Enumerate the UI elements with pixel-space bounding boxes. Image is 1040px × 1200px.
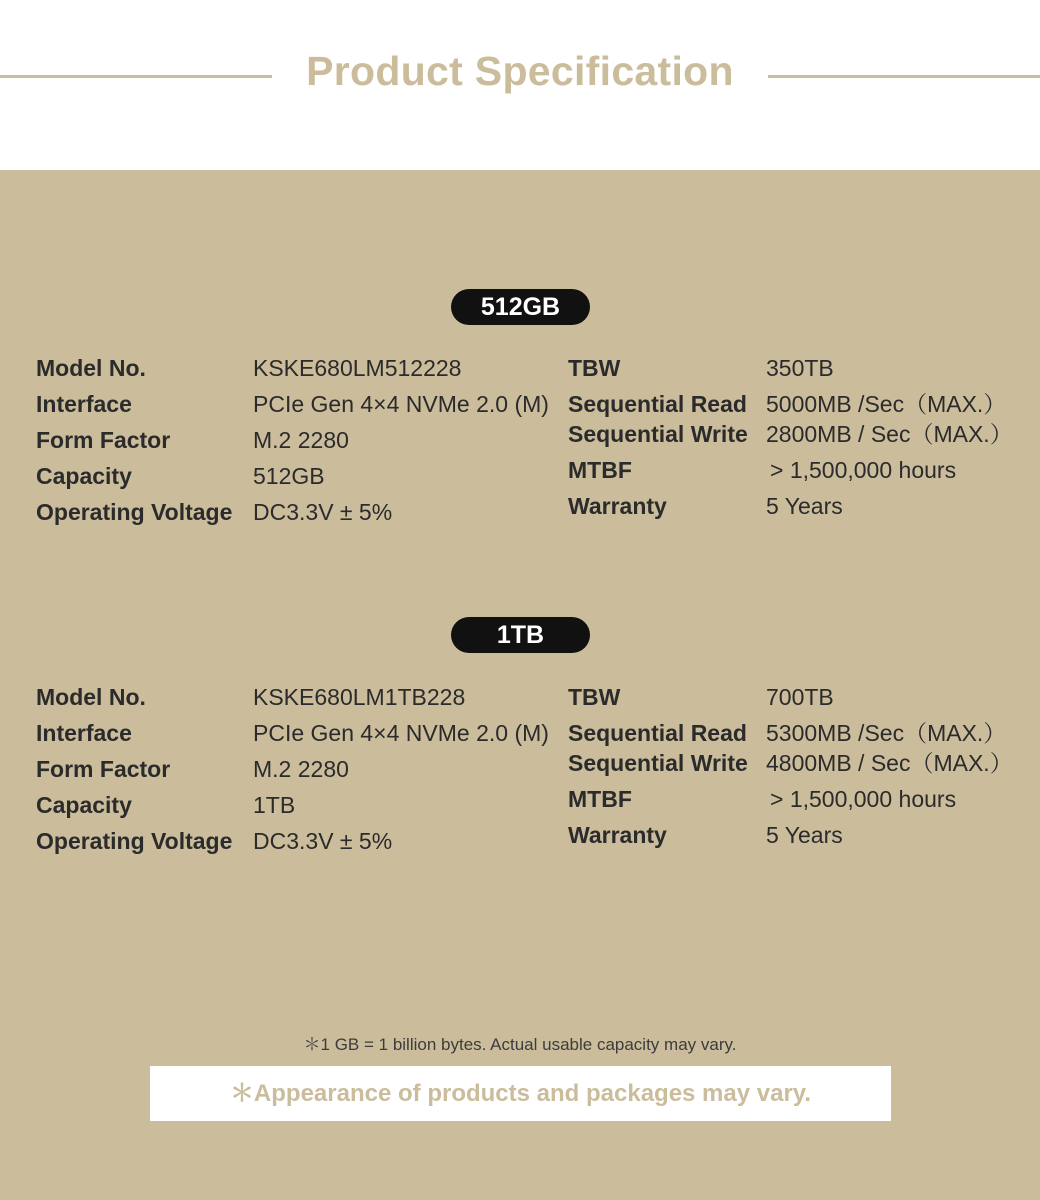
- spec-label-model-no: Model No.: [36, 684, 146, 710]
- header-right-divider: [768, 75, 1040, 78]
- appearance-disclaimer: ＊Appearance of products and packages may vary.: [150, 1066, 891, 1121]
- spec-value-warranty: 5 Years: [766, 822, 843, 848]
- spec-label-capacity: Capacity: [36, 792, 132, 818]
- spec-value-model-no: KSKE680LM512228: [253, 355, 462, 381]
- spec-value-sequential-write: 2800MB / Sec（MAX.）: [766, 421, 1013, 447]
- spec-label-warranty: Warranty: [568, 493, 667, 519]
- section-badge-1tb: 1TB: [451, 617, 590, 653]
- spec-label-interface: Interface: [36, 720, 132, 746]
- spec-value-model-no: KSKE680LM1TB228: [253, 684, 466, 710]
- spec-value-capacity: 512GB: [253, 463, 325, 489]
- spec-label-mtbf: MTBF: [568, 457, 632, 483]
- spec-label-form-factor: Form Factor: [36, 756, 171, 782]
- section-badge-512gb: 512GB: [451, 289, 590, 325]
- spec-value-operating-voltage: DC3.3V ± 5%: [253, 828, 393, 854]
- spec-label-sequential-write: Sequential Write: [568, 750, 748, 776]
- spec-label-capacity: Capacity: [36, 463, 132, 489]
- spec-label-tbw: TBW: [568, 684, 621, 710]
- spec-label-form-factor: Form Factor: [36, 427, 171, 453]
- spec-label-sequential-read: Sequential Read: [568, 720, 747, 746]
- spec-value-warranty: 5 Years: [766, 493, 843, 519]
- spec-value-sequential-read: 5000MB /Sec（MAX.）: [766, 391, 1007, 417]
- page-title: Product Specification: [306, 48, 734, 94]
- spec-label-warranty: Warranty: [568, 822, 667, 848]
- spec-label-operating-voltage: Operating Voltage: [36, 499, 233, 525]
- spec-value-form-factor: M.2 2280: [253, 756, 349, 782]
- capacity-footnote: ＊1 GB = 1 billion bytes. Actual usable capacity may vary.: [303, 1035, 737, 1054]
- spec-value-tbw: 700TB: [766, 684, 834, 710]
- spec-value-sequential-write: 4800MB / Sec（MAX.）: [766, 750, 1013, 776]
- spec-label-model-no: Model No.: [36, 355, 146, 381]
- spec-value-interface: PCIe Gen 4×4 NVMe 2.0 (M): [253, 720, 549, 746]
- spec-label-sequential-write: Sequential Write: [568, 421, 748, 447]
- header: [0, 0, 1040, 170]
- spec-value-operating-voltage: DC3.3V ± 5%: [253, 499, 393, 525]
- spec-label-tbw: TBW: [568, 355, 621, 381]
- spec-label-sequential-read: Sequential Read: [568, 391, 747, 417]
- spec-value-interface: PCIe Gen 4×4 NVMe 2.0 (M): [253, 391, 549, 417]
- spec-value-tbw: 350TB: [766, 355, 834, 381]
- spec-label-operating-voltage: Operating Voltage: [36, 828, 233, 854]
- spec-value-capacity: 1TB: [253, 792, 296, 818]
- spec-value-mtbf: > 1,500,000 hours: [770, 786, 957, 812]
- spec-value-mtbf: > 1,500,000 hours: [770, 457, 957, 483]
- spec-label-mtbf: MTBF: [568, 786, 632, 812]
- spec-value-form-factor: M.2 2280: [253, 427, 349, 453]
- spec-label-interface: Interface: [36, 391, 132, 417]
- spec-value-sequential-read: 5300MB /Sec（MAX.）: [766, 720, 1007, 746]
